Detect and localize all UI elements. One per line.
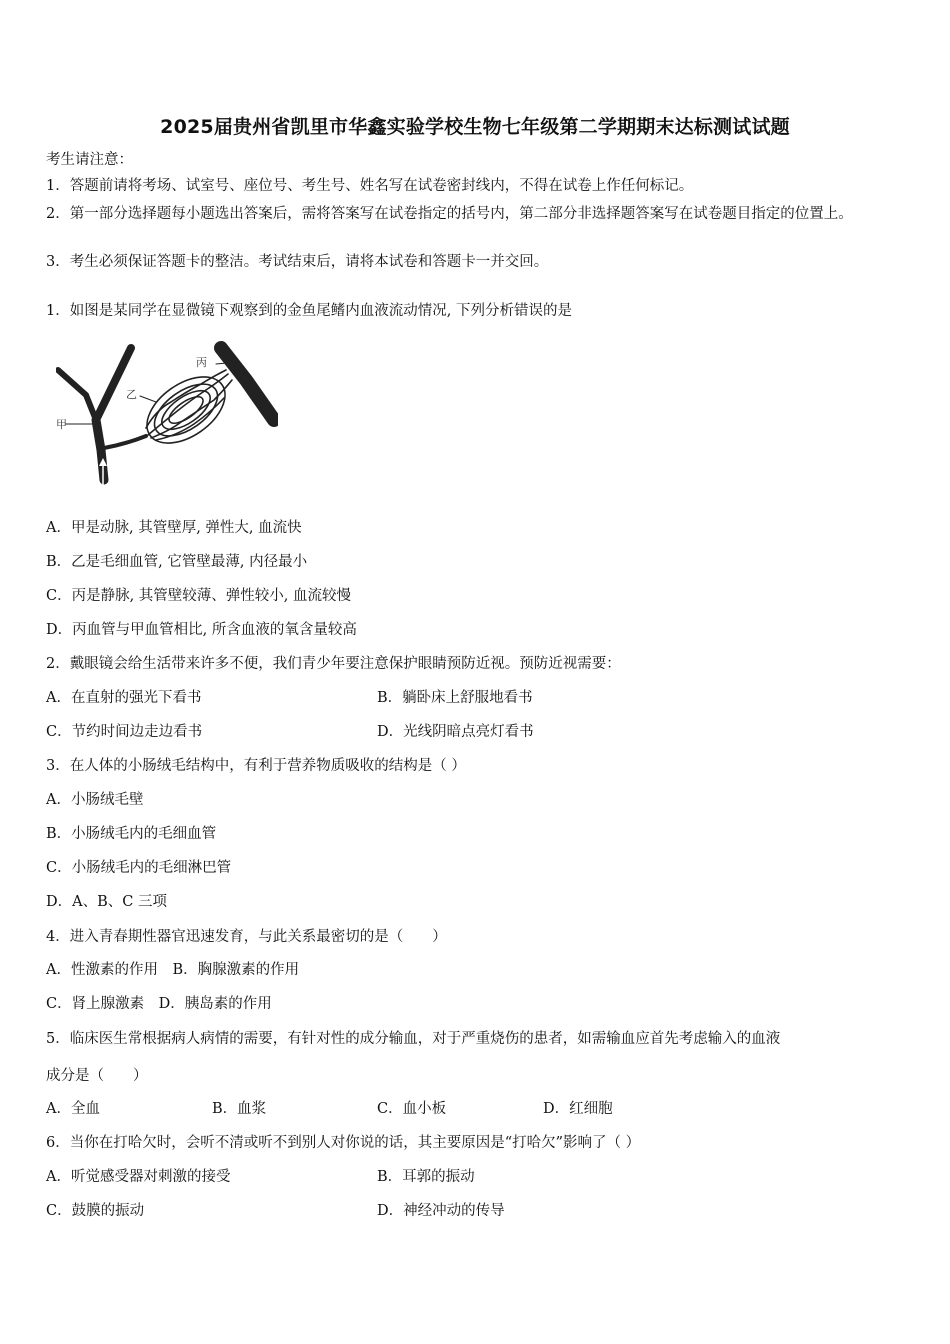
q6-option-c: C．鼓膜的振动 xyxy=(46,1203,145,1219)
q6-option-d: D．神经冲动的传导 xyxy=(377,1203,505,1219)
q5-option-c: C．血小板 xyxy=(377,1101,447,1117)
feeder-vessel xyxy=(104,436,146,448)
q6-stem: 6．当你在打哈欠时，会听不清或听不到别人对你说的话，其主要原因是“打哈欠”影响了（ ） xyxy=(46,1135,641,1151)
q3-option-b: B．小肠绒毛内的毛细血管 xyxy=(46,826,217,842)
blood-flow-figure xyxy=(56,340,278,486)
q5-stem-continued: 成分是（ ） xyxy=(46,1068,148,1084)
q3-option-d: D．A、B、C 三项 xyxy=(46,894,167,910)
q4-options-ab: A．性激素的作用 B．胸腺激素的作用 xyxy=(46,962,300,978)
notice-item-2: 2．第一部分选择题每小题选出答案后，需将答案写在试卷指定的括号内，第二部分非选择题答案写在试卷题目指定的位置上。 xyxy=(46,206,853,222)
notice-heading: 考生请注意： xyxy=(46,152,133,168)
label-jia: 甲 xyxy=(56,418,67,431)
q1-option-c: C．丙是静脉, 其管壁较薄、弹性较小, 血流较慢 xyxy=(46,588,352,604)
q6-option-b: B．耳郭的振动 xyxy=(377,1169,475,1185)
q2-option-d: D．光线阴暗点亮灯看书 xyxy=(377,724,534,740)
q1-option-d: D．丙血管与甲血管相比, 所含血液的氧含量较高 xyxy=(46,622,357,638)
page-title: 2025届贵州省凯里市华鑫实验学校生物七年级第二学期期末达标测试试题 xyxy=(160,116,790,138)
q5-stem: 5．临床医生常根据病人病情的需要，有针对性的成分输血，对于严重烧伤的患者，如需输血应首先考虑输入的血液 xyxy=(46,1031,781,1047)
q4-stem: 4．进入青春期性器官迅速发育，与此关系最密切的是（ ） xyxy=(46,929,447,945)
q1-stem: 1．如图是某同学在显微镜下观察到的金鱼尾鳍内血液流动情况, 下列分析错误的是 xyxy=(46,303,572,319)
q1-option-a: A．甲是动脉, 其管壁厚, 弹性大, 血流快 xyxy=(46,520,302,536)
q6-option-a: A．听觉感受器对刺激的接受 xyxy=(46,1169,231,1185)
q1-option-b: B．乙是毛细血管, 它管壁最薄, 内径最小 xyxy=(46,554,308,570)
q2-option-a: A．在直射的强光下看书 xyxy=(46,690,202,706)
q5-option-a: A．全血 xyxy=(46,1101,100,1117)
capillary-network-yi xyxy=(135,363,237,456)
q2-option-b: B．躺卧床上舒服地看书 xyxy=(377,690,533,706)
notice-item-1: 1．答题前请将考场、试室号、座位号、考生号、姓名写在试卷密封线内，不得在试卷上作任何标记。 xyxy=(46,178,694,194)
q3-stem: 3．在人体的小肠绒毛结构中，有利于营养物质吸收的结构是（ ） xyxy=(46,758,466,774)
q3-option-a: A．小肠绒毛壁 xyxy=(46,792,144,808)
label-yi: 乙 xyxy=(126,388,137,401)
q5-option-b: B．血浆 xyxy=(212,1101,267,1117)
q5-option-d: D．红细胞 xyxy=(543,1101,613,1117)
q4-options-cd: C．肾上腺激素 D．胰岛素的作用 xyxy=(46,996,272,1012)
label-bing: 丙 xyxy=(196,356,207,369)
q2-option-c: C．节约时间边走边看书 xyxy=(46,724,203,740)
notice-item-3: 3．考生必须保证答题卡的整洁。考试结束后，请将本试卷和答题卡一并交回。 xyxy=(46,254,549,270)
q2-stem: 2．戴眼镜会给生活带来许多不便，我们青少年要注意保护眼睛预防近视。预防近视需要： xyxy=(46,656,621,672)
branch-upper-vessel xyxy=(96,348,131,420)
q3-option-c: C．小肠绒毛内的毛细淋巴管 xyxy=(46,860,232,876)
branch-left-vessel xyxy=(58,370,96,420)
